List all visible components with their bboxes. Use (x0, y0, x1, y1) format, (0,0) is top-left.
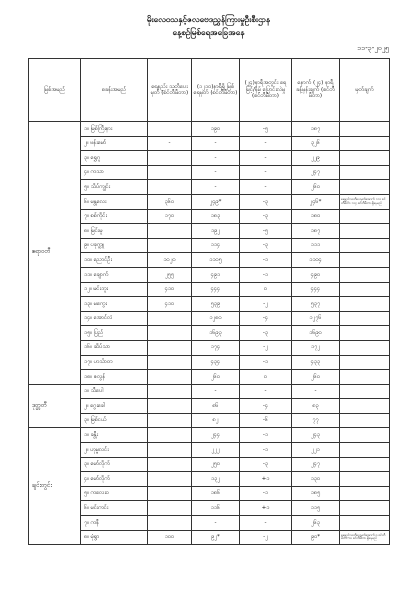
change-cell: - (240, 165, 292, 180)
level-cell: ၂၆၀ (192, 370, 240, 385)
forecast-cell: ၁၇၂ (292, 340, 340, 355)
remark-cell (340, 122, 390, 137)
change-cell: -၁ (240, 486, 292, 501)
table-row (29, 413, 390, 428)
warning-cell (148, 516, 192, 531)
warning-cell (148, 472, 192, 487)
station-cell: ၇။ စစ်ကိုင်း (81, 209, 148, 224)
change-cell: - (240, 384, 292, 399)
level-cell: ၁၃၂ (192, 472, 240, 487)
col-24h-change: (၂၄)နာရီအတွင်း ရေမြင့်/နိမ့် ပြောင်းလဲမှု (စင်တီမီတာ) (240, 59, 292, 122)
remark-cell (340, 326, 390, 341)
change-cell: -၆ (240, 413, 292, 428)
warning-cell: ၄၁၀ (148, 297, 192, 312)
warning-cell (148, 370, 192, 385)
remark-cell (340, 501, 390, 516)
station-cell: ၆။ မင်းကင်း (81, 501, 148, 516)
table-row (29, 238, 390, 253)
table-row (29, 282, 390, 297)
table-body (29, 122, 390, 545)
remark-cell (340, 384, 390, 399)
river-name-cell: ဧရာဝတီ (29, 122, 81, 385)
forecast-cell: ၂၆၃ (292, 516, 340, 531)
station-cell: ၁၅။ ပြည် (81, 326, 148, 341)
warning-cell (148, 413, 192, 428)
warning-cell (148, 486, 192, 501)
forecast-cell: ၂၄၇ (292, 165, 340, 180)
col-remark: မှတ်ချက် (340, 59, 390, 122)
table-row (29, 370, 390, 385)
table-row (29, 486, 390, 501)
level-cell: ၄၄၄ (192, 282, 240, 297)
forecast-cell: ၈၃ (292, 399, 340, 414)
station-cell: ၁၈။ ဇလွန် (81, 370, 148, 385)
level-cell: - (192, 516, 240, 531)
level-cell: - (192, 151, 240, 166)
level-cell: ၉၂* (192, 530, 240, 545)
change-cell: -၁ (240, 428, 292, 443)
level-cell: ၄၃၄ (192, 355, 240, 370)
station-cell: ၈။ မြင်းမူ (81, 224, 148, 239)
forecast-cell: ၂၄၆* (292, 194, 340, 209)
remark-cell (340, 413, 390, 428)
warning-cell (148, 224, 192, 239)
forecast-cell: ၁၈၅ (292, 486, 340, 501)
level-cell: ၂၅၀ (192, 457, 240, 472)
report-date: ၁၁-၃-၂၀၂၅ (357, 44, 389, 52)
station-cell: ၆။ မန္တလေး (81, 194, 148, 209)
level-cell: ၁၁၄ (192, 238, 240, 253)
change-cell: ၀ (240, 370, 292, 385)
table-row (29, 326, 390, 341)
warning-cell: ၂၅၅ (148, 267, 192, 282)
change-cell: -၄ (240, 399, 292, 414)
level-cell: ၂၂၂ (192, 443, 240, 458)
warning-cell: - (148, 136, 192, 151)
change-cell: -၃ (240, 457, 292, 472)
station-cell: ၁၇။ ဟင်္သာတ (81, 355, 148, 370)
warning-cell (148, 311, 192, 326)
warning-cell (148, 151, 192, 166)
warning-cell (148, 165, 192, 180)
remark-cell (340, 355, 390, 370)
level-cell: ၁၈၆ (192, 486, 240, 501)
station-cell: ၂။ ဂွေးခေါ (81, 399, 148, 414)
table-row (29, 355, 390, 370)
station-cell: ၁။ သီပေါ (81, 384, 148, 399)
station-cell: ၁၁။ ချောက် (81, 267, 148, 282)
table-row (29, 443, 390, 458)
warning-cell: ၁၀၂၀ (148, 253, 192, 268)
col-river: မြစ်အမည် (29, 59, 81, 122)
level-cell: - (192, 165, 240, 180)
station-cell: ၃။ ရွှေဂူ (81, 151, 148, 166)
change-cell: -၄ (240, 311, 292, 326)
forecast-cell: ၁၁၅ (292, 501, 340, 516)
level-cell: ၁၁၆ (192, 501, 240, 516)
table-row (29, 472, 390, 487)
river-name-cell: ချင်းတွင်း (29, 428, 81, 545)
forecast-cell: ၉၀* (292, 530, 340, 545)
table-row (29, 209, 390, 224)
level-cell: ၁၇၄ (192, 340, 240, 355)
warning-cell: ၄၁၀ (148, 282, 192, 297)
table-row (29, 501, 390, 516)
station-cell: ၄။ ကသာ (81, 165, 148, 180)
remark-cell (340, 238, 390, 253)
level-cell: ၅၃၉ (192, 297, 240, 312)
change-cell: -၁ (240, 443, 292, 458)
change-cell: +၁ (240, 472, 292, 487)
table-row (29, 267, 390, 282)
station-cell: ၁၀။ ညောင်ဦး (81, 253, 148, 268)
station-cell: ၁၆။ ဆိပ်သာ (81, 340, 148, 355)
station-cell: ၁၃။ မကွေး (81, 297, 148, 312)
table-row (29, 297, 390, 312)
remark-cell (340, 282, 390, 297)
remark-cell (340, 253, 390, 268)
forecast-cell: ၄၄၄ (292, 282, 340, 297)
warning-cell (148, 238, 192, 253)
department-title: မိုးလေဝသနှင့်ဇလဗေဒညွှန်ကြားမှုဦးစီးဌာန (146, 14, 271, 24)
level-cell: ၁၁၀၅ (192, 253, 240, 268)
remark-cell (340, 267, 390, 282)
river-name-cell: ဒုတ္တတီ (29, 384, 81, 428)
table-header-row (29, 59, 390, 122)
remark-cell (340, 370, 390, 385)
remark-cell (340, 224, 390, 239)
table-row (29, 180, 390, 195)
change-cell: - (240, 136, 292, 151)
change-cell: - (240, 151, 292, 166)
level-cell: ၈၂ (192, 413, 240, 428)
remark-cell (340, 209, 390, 224)
remark-cell (340, 136, 390, 151)
station-cell: ၃။ မြစ်ငယ် (81, 413, 148, 428)
report-title: နေ့စဉ်မြစ်ရေအခြေအနေ (172, 27, 245, 37)
level-cell: ၁၂၈၀ (192, 311, 240, 326)
level-cell: ၂၄၄ (192, 428, 240, 443)
forecast-cell: ၁၈၇ (292, 224, 340, 239)
table-row (29, 399, 390, 414)
change-cell: -၂ (240, 530, 292, 545)
col-water-level: (၁၂၁၀)နာရီရှိ မြစ်ရေမှတ် (စင်တီမီတာ) (192, 59, 240, 122)
warning-cell (148, 399, 192, 414)
station-cell: ၂။ ဟုမ္မလင်း (81, 443, 148, 458)
change-cell: -၅ (240, 122, 292, 137)
forecast-cell: ၁၂၇၆ (292, 311, 340, 326)
table-row (29, 311, 390, 326)
level-cell: ၁၈၃ (192, 209, 240, 224)
remark-cell (340, 165, 390, 180)
station-cell: ၂။ ဗန်းမော် (81, 136, 148, 151)
forecast-cell: ၇၇ (292, 413, 340, 428)
table-row (29, 122, 390, 137)
warning-cell (148, 457, 192, 472)
remark-cell: ရေနည်းသတိပေးမှတ်အောက် ၁၁၁ စင်တီမီတာ ၁၁၄ စင်တီမီတာ ရှိနေမည် (340, 194, 390, 209)
forecast-cell: ၃၂၆ (292, 136, 340, 151)
remark-cell (340, 428, 390, 443)
forecast-cell: ၁၈၇ (292, 122, 340, 137)
table-row (29, 428, 390, 443)
station-cell: ၅။ ကလေးဝ (81, 486, 148, 501)
table-row (29, 136, 390, 151)
warning-cell (148, 355, 192, 370)
station-cell: ၄။ မော်လိုက် (81, 472, 148, 487)
station-cell: ၇။ ကနီ (81, 516, 148, 531)
station-cell: ၉။ ပခုက္ကူ (81, 238, 148, 253)
warning-cell: ၁၇၀ (148, 209, 192, 224)
warning-cell (148, 443, 192, 458)
remark-cell (340, 486, 390, 501)
change-cell: -၃ (240, 209, 292, 224)
forecast-cell: ၄၉၀ (292, 267, 340, 282)
table-row (29, 151, 390, 166)
station-cell: ၁။ ခန္တီး (81, 428, 148, 443)
forecast-cell: ၂၆၀ (292, 370, 340, 385)
change-cell: -၂ (240, 340, 292, 355)
remark-cell (340, 340, 390, 355)
change-cell: +၁ (240, 501, 292, 516)
remark-cell (340, 443, 390, 458)
forecast-cell: ၁၁၀၄ (292, 253, 340, 268)
table-row (29, 516, 390, 531)
remark-cell (340, 151, 390, 166)
remark-cell (340, 457, 390, 472)
forecast-cell: ၂၂၁ (292, 443, 340, 458)
change-cell: -၅ (240, 224, 292, 239)
station-cell: ၁၄။ အောင်လံ (81, 311, 148, 326)
change-cell: - (240, 180, 292, 195)
forecast-cell: ၄၃၃ (292, 355, 340, 370)
warning-cell (148, 384, 192, 399)
table-row (29, 530, 390, 545)
forecast-cell: ၁၈၀ (292, 209, 340, 224)
level-cell: ၁၉၀ (192, 122, 240, 137)
change-cell: -၂ (240, 297, 292, 312)
remark-cell (340, 516, 390, 531)
warning-cell: ၃၆၀ (148, 194, 192, 209)
remark-cell (340, 180, 390, 195)
change-cell: -၁ (240, 267, 292, 282)
change-cell: -၁ (240, 253, 292, 268)
warning-cell (148, 122, 192, 137)
warning-cell (148, 501, 192, 516)
forecast-cell: ၂၆၀ (292, 180, 340, 195)
level-cell: ၁၉၂ (192, 224, 240, 239)
forecast-cell: ၅၃၇ (292, 297, 340, 312)
table-row (29, 224, 390, 239)
river-level-table (28, 58, 390, 545)
remark-cell (340, 297, 390, 312)
station-cell: ၁၂။ မင်းဘူး (81, 282, 148, 297)
level-cell: ၁၆၉၃ (192, 326, 240, 341)
table-row (29, 384, 390, 399)
remark-cell (340, 472, 390, 487)
forecast-cell: - (292, 384, 340, 399)
forecast-cell: ၂၄၇ (292, 457, 340, 472)
col-warning-level: ရေနည်း သတိပေးမှတ် (စင်တီမီတာ) (148, 59, 192, 122)
forecast-cell: ၁၃၀ (292, 472, 340, 487)
table-row (29, 457, 390, 472)
warning-cell (148, 326, 192, 341)
forecast-cell: ၂၂၉ (292, 151, 340, 166)
change-cell: -၃ (240, 326, 292, 341)
level-cell: ၄၉၁ (192, 267, 240, 282)
warning-cell: ၁၀၀ (148, 530, 192, 545)
table-row (29, 194, 390, 209)
level-cell: - (192, 136, 240, 151)
warning-cell (148, 340, 192, 355)
forecast-cell: ၁၆၉၀ (292, 326, 340, 341)
col-forecast: နောက် (၂၄) နာရီ ခန့်မှန်းချက် (စင်တီမီတာ) (292, 59, 340, 122)
table-row (29, 165, 390, 180)
change-cell: -၃ (240, 238, 292, 253)
col-station: စခန်းအမည် (81, 59, 148, 122)
level-cell: - (192, 384, 240, 399)
station-cell: ၃။ မော်လိုက် (81, 457, 148, 472)
station-cell: ၈။ မုံရွာ (81, 530, 148, 545)
remark-cell: ရေနည်းသတိပေးမှတ်အောက် ၈ စင်တီမီတာ ၁၀ စင်တီမီတာ ရှိနေမည် (340, 530, 390, 545)
change-cell: ၀ (240, 282, 292, 297)
table-row (29, 340, 390, 355)
remark-cell (340, 311, 390, 326)
warning-cell (148, 428, 192, 443)
station-cell: ၅။ သိပ်ကျွင်း (81, 180, 148, 195)
change-cell: -၃ (240, 194, 292, 209)
forecast-cell: ၂၄၃ (292, 428, 340, 443)
station-cell: ၁။ မြစ်ကြီးနား (81, 122, 148, 137)
level-cell: ၈၆ (192, 399, 240, 414)
table-row (29, 253, 390, 268)
change-cell: -၁ (240, 355, 292, 370)
warning-cell (148, 180, 192, 195)
forecast-cell: ၁၁၁ (292, 238, 340, 253)
level-cell: ၂၄၉* (192, 194, 240, 209)
level-cell: - (192, 180, 240, 195)
change-cell: - (240, 516, 292, 531)
remark-cell (340, 399, 390, 414)
